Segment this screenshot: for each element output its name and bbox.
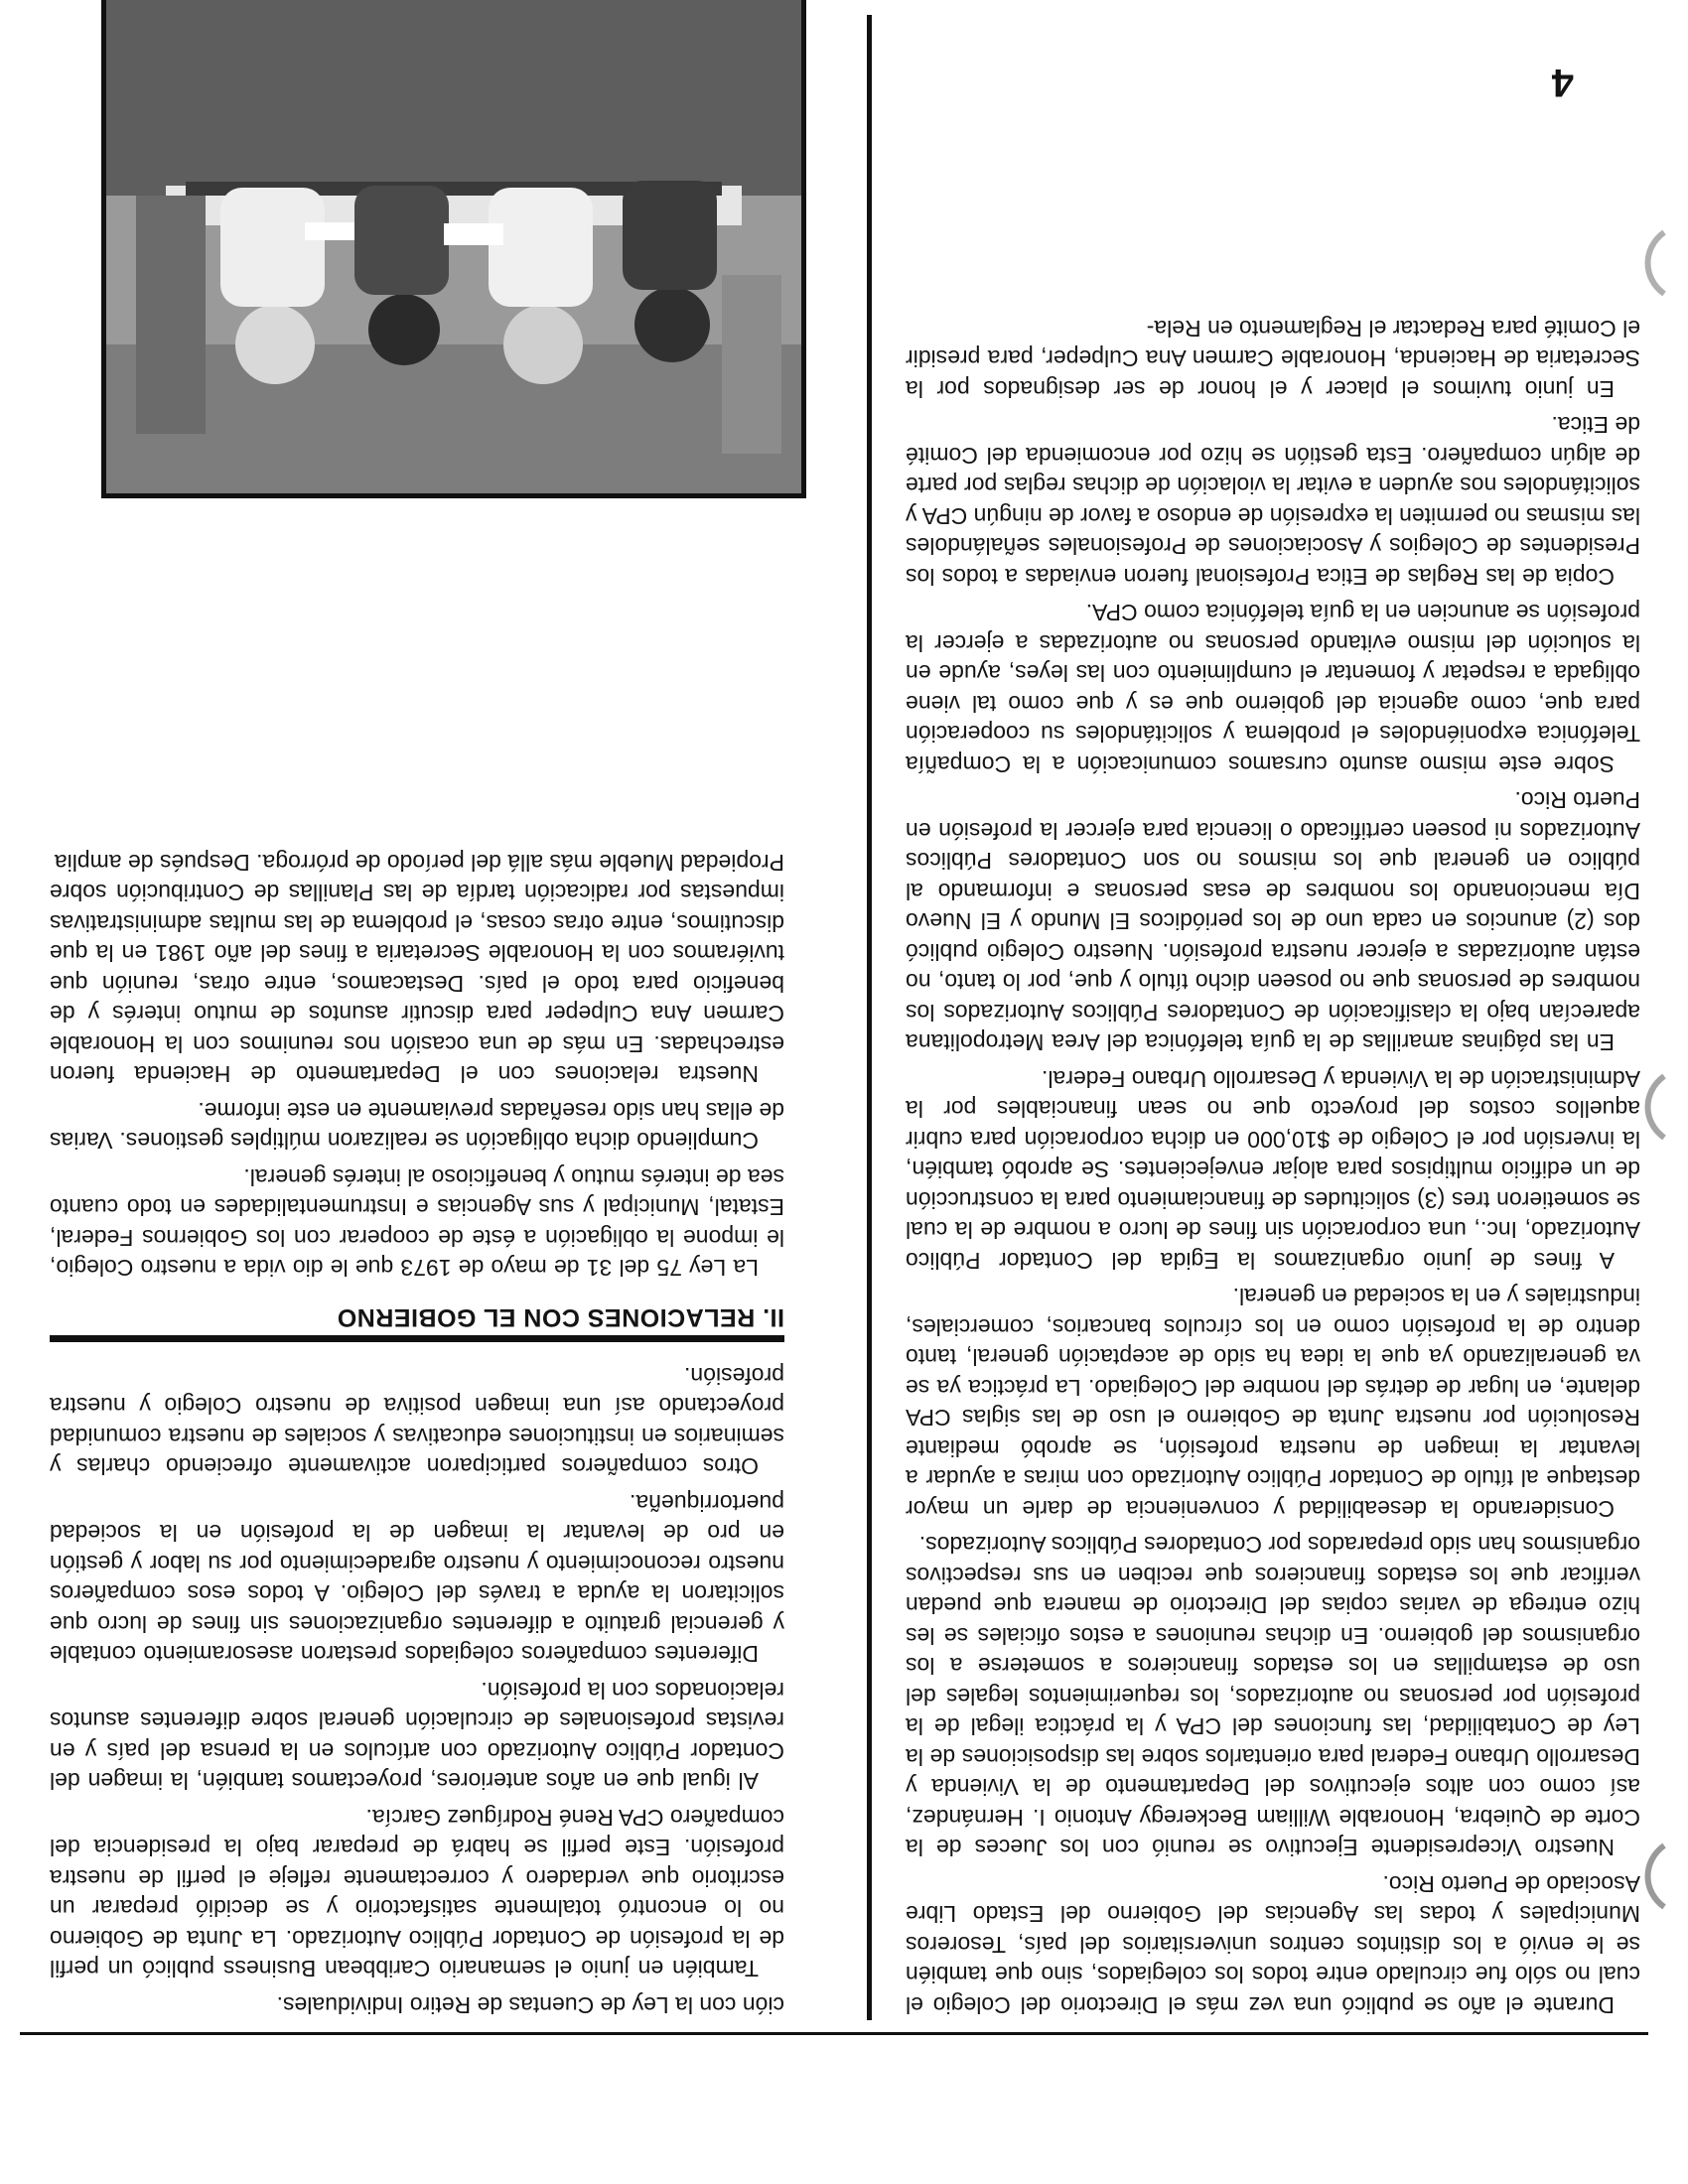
paragraph: Sobre este mismo asunto cursamos comunicación a la Compañía Telefónica exponiéndoles el problema y solicitándoles su cooperación para que, como agencia del gobierno que es y que como tal viene obligada a respetar y fomentar el cumplimiento con las leyes, ayude en la solución del mismo evitando personas no autorizadas a ejercer la profesión se anuncien en la guía telefónica como CPA. [906,600,1640,777]
paragraph: ción con la Ley de Cuentas de Retiro Individuales. [276,1992,784,2018]
paragraph: A fines de junio organizamos la Egida del Contador Público Autorizado, Inc., una corporación sin fines de lucro a nombre de la cual se sometieron tres (3) solicitudes de financiamiento para la construcción de un edificio multipisos para alojar envejecientes. Se aprobó también, la inversión por el Colegio de $10,000 en dicha corporación para cubrir aquellos costos del proyecto que no sean financiables por la Administración de la Vivienda y Desarrollo Urbano Federal. [906,1066,1640,1274]
paragraph: Al igual que en años anteriores, proyectamos también, la imagen del Contador Público Autorizado con artículos en la prensa del país y en revistas profesionales de circulación general sobre diferentes asuntos relacionados con la profesión. [50,1678,784,1795]
punch-hole-shadow [1638,228,1666,298]
column-divider-rule [867,15,872,2020]
paragraph: En las páginas amarillas de la guía telefónica del Area Metropolitana aparecían bajo la clasificación de Contadores Públicos Autorizados los nombres de personas que no poseen dicho título y que, por lo tanto, no están autorizadas a ejercer nuestra profesión. Nuestro Colegio publicó dos (2) anuncios en cada uno de los periódicos El Mundo y El Nuevo Día mencionando los nombres de esas personas e informando al público en general que los mismos no son Contadores Públicos Autorizados ni poseen certificado o licencia para ejercer la profesión en Puerto Rico. [906,787,1640,1056]
page-number: 4 [1551,61,1574,104]
left-column [906,308,1640,2021]
paragraph: Considerando la deseabilidad y conveniencia de darle un mayor destaque al título de Contador Público Autorizado con miras a ayudar a levantar la imagen de nuestra profesión, se aprobó mediante Resolución por nuestra Junta de Gobierno el uso de las siglas CPA delante, en lugar de detrás del nombre del Colegiado. La práctica ya se va generalizando ya que la idea ha sido de aceptación general, tanto dentro de la profesión como en los círculos bancarios, comerciales, industriales y en la sociedad en general. [906,1284,1640,1522]
paragraph: En junio tuvimos el placer y el honor de ser designados por la Secretaria de Hacienda, Honorable Carmen Ana Culpeper, para presidir el Comité para Redactar el Reglamento en Rela- [906,316,1640,402]
punch-hole-shadow [1638,1072,1666,1142]
section-heading: II. RELACIONES CON EL GOBIERNO [50,1297,784,1343]
paragraph: También en junio el semanario Caribbean Business publicó un perfil de la profesión de Contador Público Autorizado. La Junta de Gobierno no lo encontró totalmente satisfactorio y se decidió preparar un escritorio que verdadero y correctamente refleje el perfil de nuestra profesión. Este perfil se habrá de preparar bajo la presidencia del compañero CPA René Rodríguez García. [50,1805,784,1982]
meeting-photo [101,0,806,498]
paragraph: La Ley 75 del 31 de mayo de 1973 que le dio vida a nuestro Colegio, le impone la obligación a éste de cooperar con los Gobiernos Federal, Estatal, Municipal y sus Agencias e Instrumentalidades en todo cuanto sea de interés mutuo y beneficioso al interés general. [50,1164,784,1282]
bottom-horizontal-rule [20,2032,1648,2035]
punch-hole-shadow [1638,1842,1666,1911]
paragraph: Otros compañeros participaron activamente ofreciendo charlas y seminarios en instituciones educativas y sociales de nuestra comunidad proyectando así una imagen positiva de nuestro Colegio y nuestra profesión. [50,1363,784,1480]
paragraph: Cumpliendo dicha obligación se realizaron múltiples gestiones. Varias de ellas han sido reseñadas previamente en este informe. [50,1098,784,1155]
paragraph: Nuestra relaciones con el Departamento de Hacienda fueron estrechadas. En más de una ocasión nos reunimos con la Honorable Carmen Ana Culpeper para discutir asuntos de mutuo interés y de beneficio para todo el país. Destacamos, entre otras, reunión que tuviéramos con la Honorable Secretaria a fines del año 1981 en la que discutimos, entre otras cosas, el problema de las multas administrativas impuestas por radicación tardía de las Planillas de Contribución sobre Propiedad Mueble más allá del período de prórroga. Después de amplia [50,850,784,1088]
paragraph: Copia de las Reglas de Etica Profesional fueron enviadas a todos los Presidentes de Colegios y Asociaciones de Profesionales señalándoles las mismas no permiten la expresión de endoso a favor de ningún CPA y solicitándoles nos ayuden a evitar la violación de dichas reglas por parte de algún compañero. Esta gestión se hizo por encomienda del Comité de Etica. [906,412,1640,590]
paragraph: Diferentes compañeros colegiados prestaron asesoramiento contable y gerencial gratuito a diferentes organizaciones sin fines de lucro que solicitaron la ayuda a través del Colegio. A todos esos compañeros nuestro reconocimiento y nuestro agradecimiento por su labor y gestión en pro de levantar la imagen de la profesión en la sociedad puertorriqueña. [50,1490,784,1668]
right-column [50,842,784,2021]
paragraph: Durante el año se publicó una vez más el Directorio del Colegio el cual no sólo fue circulado entre todos los colegiados, sino que también se le envió a los distintos centros universitarios del país, Tesoreros Municipales y todas las Agencias del Gobierno del Estado Libre Asociado de Puerto Rico. [906,1871,1640,2018]
photo-illustration [106,0,801,493]
paragraph: Nuestro Vicepresidente Ejecutivo se reunió con los Jueces de la Corte de Quiebra, Honorable William Beckeregy Antonio I. Hernández, así como con altos ejecutivos del Departamento de la Vivienda y Desarrollo Urbano Federal para orientarlos sobre las disposiciones de la Ley de Contabilidad, las funciones del CPA y la práctica ilegal de la profesión por personas no autorizados, los requerimientos legales del uso de estampillas en los estados financieros a someterse a los organismos del gobierno. En dichas reuniones a estos oficiales se les hizo entrega de varias copias del Directorio de manera que puedan verificar que los estados financieros que reciben en sus respectivos organismos han sido preparados por Contadores Públicos Autorizados. [906,1532,1640,1861]
